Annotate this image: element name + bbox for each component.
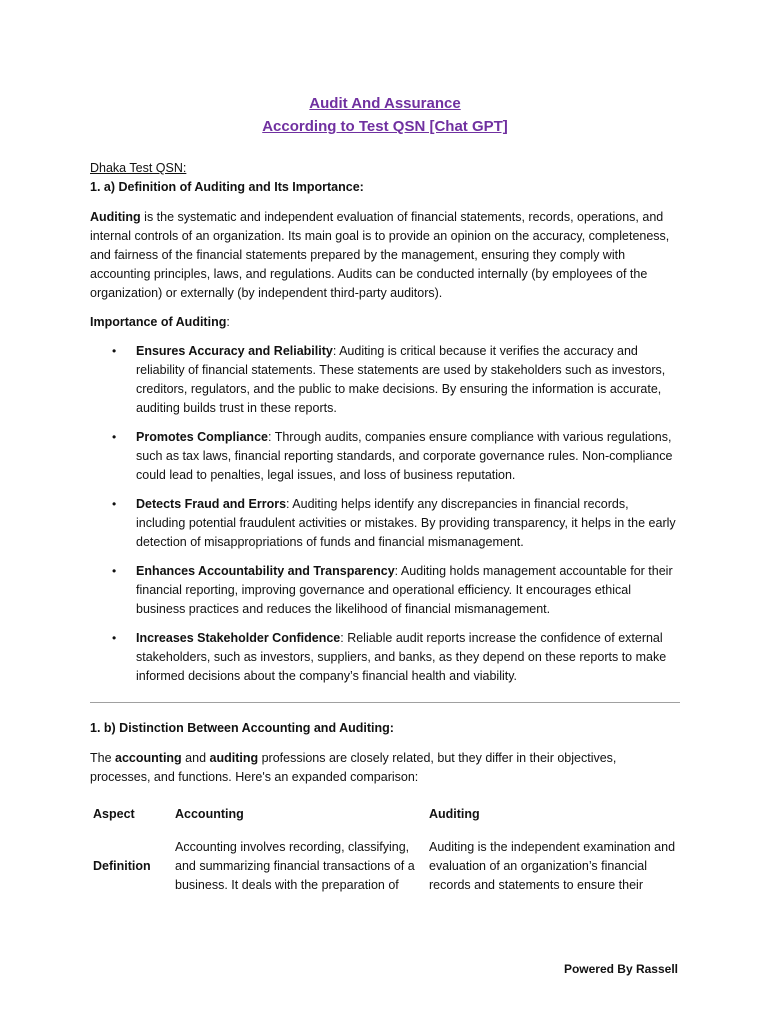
bullet-icon: • [112,564,117,578]
list-item-title: Increases Stakeholder Confidence [136,631,341,645]
bullet-icon: • [112,497,117,511]
definition-paragraph [90,208,680,303]
intro-text: The [90,751,116,765]
list-item-text: : Reliable audit reports increase the confidence of external stakeholders, such as investors, suppliers, and banks, as they depend on these reports to make informed decisions about the company’s financial health and viability. [136,631,667,683]
list-item [90,428,680,485]
bullet-icon: • [112,344,117,358]
document-page [90,92,680,895]
table-header-accounting: Accounting [175,807,244,821]
table-cell-accounting: Accounting involves recording, classifying, and summarizing financial transactions of a business. It deals with the preparation of [175,840,415,892]
list-item-title: Detects Fraud and Errors [136,497,287,511]
section-label: Dhaka Test QSN: [90,161,187,175]
bullet-icon: • [112,430,117,444]
definition-term: Auditing [90,210,141,224]
list-item-title: Promotes Compliance [136,430,268,444]
table-cell-auditing: Auditing is the independent examination and evaluation of an organization’s financial records and statements to ensure their [429,840,676,892]
intro-text: and [181,751,210,765]
intro-text: professions are closely related, but they differ in their objectives, processes, and functions. Here's an expanded comparison: [90,751,617,784]
list-item [90,342,680,418]
table-header-row [90,799,680,838]
list-item [90,562,680,619]
intro-term-accounting: accounting [115,751,182,765]
comparison-table [90,799,680,895]
footer-credit: Powered By Rassell [563,962,678,976]
list-item-title: Enhances Accountability and Transparency [136,564,395,578]
document-subtitle: According to Test QSN [Chat GPT] [262,118,508,135]
question-1a-heading: 1. a) Definition of Auditing and Its Importance: [90,180,364,194]
question-1b-heading: 1. b) Distinction Between Accounting and Auditing: [90,721,394,735]
definition-text: is the systematic and independent evaluation of financial statements, records, operations, and internal controls of an organization. Its main goal is to provide an opinion on the accuracy, completeness, and fairness of the financial statements prepared by the management, ensuring they comply with accounting principles, laws, and regulations. Audits can be conducted internally (by employees of the organization) or externally (by independent third-party auditors). [90,210,670,300]
importance-label-text: Importance of Auditing [90,315,227,329]
list-item-text: : Auditing helps identify any discrepancies in financial records, including potential fraudulent activities or mistakes. By providing transparency, it helps in the early detection of misappropriations of funds and financial mismanagement. [136,497,676,549]
importance-label-colon: : [226,315,230,329]
list-item-text: : Auditing is critical because it verifies the accuracy and reliability of financial statements. These statements are used by stakeholders such as investors, creditors, regulators, and the public to make decisions. By ensuring the information is accurate, auditing builds trust in these reports. [136,344,666,415]
importance-label [90,313,680,332]
list-item-text: : Through audits, companies ensure compliance with various regulations, such as tax laws, financial reporting standards, and corporate governance rules. Non-compliance could lead to penalties, legal issues, and loss of business reputation. [136,430,673,482]
section-divider [90,702,680,703]
intro-paragraph [90,749,680,787]
document-title: Audit And Assurance [309,95,461,112]
table-cell-aspect: Definition [93,859,151,873]
list-item [90,495,680,552]
table-header-auditing: Auditing [429,807,480,821]
importance-list [90,342,680,686]
bullet-icon: • [112,631,117,645]
list-item-title: Ensures Accuracy and Reliability [136,344,333,358]
list-item [90,629,680,686]
table-row [90,838,680,895]
list-item-text: : Auditing holds management accountable for their financial reporting, improving governance and operational efficiency. It encourages ethical business practices and reduces the likelihood of financial mismanagement. [136,564,673,616]
intro-term-auditing: auditing [209,751,259,765]
table-header-aspect: Aspect [93,807,135,821]
